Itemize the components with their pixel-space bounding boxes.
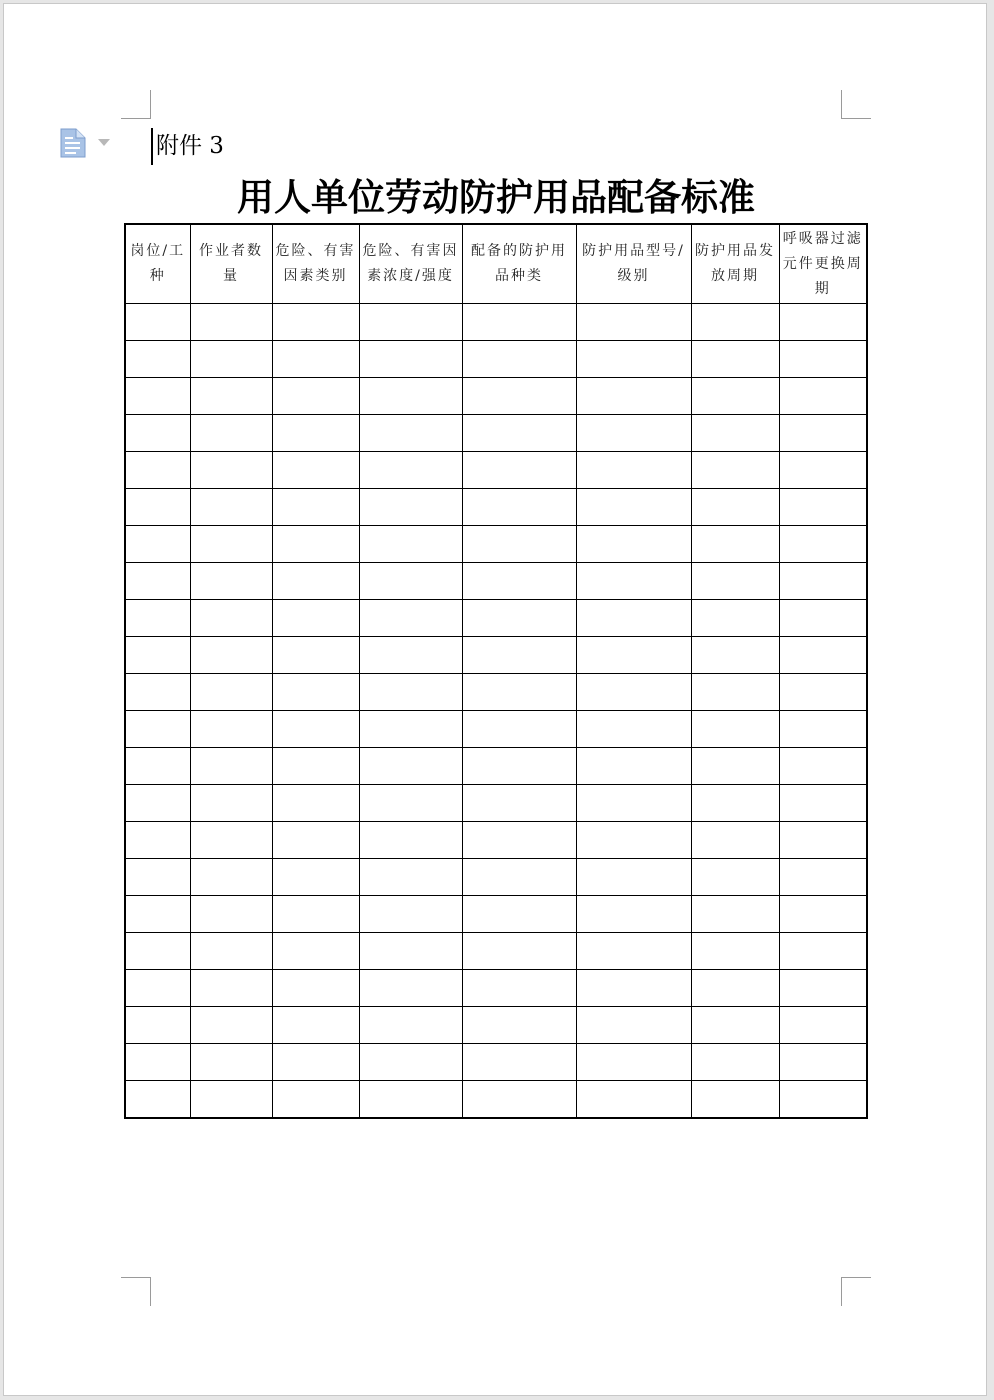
table-cell[interactable] xyxy=(125,933,190,970)
table-cell[interactable] xyxy=(359,859,462,896)
margin-mark-top-left xyxy=(121,90,151,119)
header-cell[interactable]: 危险、有害因素浓度/强度 xyxy=(359,224,462,304)
text-cursor xyxy=(151,128,153,165)
table-cell[interactable] xyxy=(691,637,779,674)
table-cell[interactable] xyxy=(691,1081,779,1119)
table-row xyxy=(125,304,867,341)
table-cell[interactable] xyxy=(359,896,462,933)
table-cell[interactable] xyxy=(359,341,462,378)
equipment-standard-table xyxy=(124,223,868,1119)
table-cell[interactable] xyxy=(462,1044,576,1081)
table-cell[interactable] xyxy=(272,970,359,1007)
table-cell[interactable] xyxy=(691,822,779,859)
table-cell[interactable] xyxy=(272,637,359,674)
table-cell[interactable] xyxy=(576,341,691,378)
table-cell[interactable] xyxy=(691,563,779,600)
table-cell[interactable] xyxy=(779,674,867,711)
table-cell[interactable] xyxy=(691,341,779,378)
table-cell[interactable] xyxy=(691,933,779,970)
header-cell[interactable]: 配备的防护用品种类 xyxy=(462,224,576,304)
table-cell[interactable] xyxy=(576,563,691,600)
table-cell[interactable] xyxy=(779,785,867,822)
table-cell[interactable] xyxy=(691,526,779,563)
table-cell[interactable] xyxy=(190,341,272,378)
table-row xyxy=(125,563,867,600)
table-cell[interactable] xyxy=(779,637,867,674)
table-cell[interactable] xyxy=(779,563,867,600)
table-cell[interactable] xyxy=(190,489,272,526)
table-cell[interactable] xyxy=(359,452,462,489)
table-cell[interactable] xyxy=(190,859,272,896)
table-cell[interactable] xyxy=(462,415,576,452)
document-title: 用人单位劳动防护用品配备标准 xyxy=(237,175,755,219)
table-cell[interactable] xyxy=(190,304,272,341)
table-cell[interactable] xyxy=(779,822,867,859)
table-row xyxy=(125,415,867,452)
table-cell[interactable] xyxy=(779,933,867,970)
table-cell[interactable] xyxy=(272,563,359,600)
table-cell[interactable] xyxy=(272,600,359,637)
table-cell[interactable] xyxy=(779,1081,867,1119)
table-cell[interactable] xyxy=(779,1007,867,1044)
table-cell[interactable] xyxy=(462,378,576,415)
table-row xyxy=(125,822,867,859)
table-cell[interactable] xyxy=(779,526,867,563)
table-cell[interactable] xyxy=(691,452,779,489)
table-cell[interactable] xyxy=(576,1081,691,1119)
table-cell[interactable] xyxy=(125,674,190,711)
table-cell[interactable] xyxy=(190,822,272,859)
table-cell[interactable] xyxy=(691,1044,779,1081)
table-cell[interactable] xyxy=(462,563,576,600)
table-cell[interactable] xyxy=(190,785,272,822)
table-cell[interactable] xyxy=(125,970,190,1007)
table-cell[interactable] xyxy=(359,563,462,600)
header-cell[interactable]: 防护用品发放周期 xyxy=(691,224,779,304)
table-cell[interactable] xyxy=(272,674,359,711)
table-cell[interactable] xyxy=(462,933,576,970)
table-cell[interactable] xyxy=(462,637,576,674)
table-cell[interactable] xyxy=(272,896,359,933)
table-cell[interactable] xyxy=(272,304,359,341)
table-cell[interactable] xyxy=(272,933,359,970)
table-cell[interactable] xyxy=(190,1007,272,1044)
table-cell[interactable] xyxy=(125,304,190,341)
table-cell[interactable] xyxy=(462,489,576,526)
table-cell[interactable] xyxy=(691,489,779,526)
table-cell[interactable] xyxy=(359,970,462,1007)
header-cell[interactable]: 呼吸器过滤元件更换周期 xyxy=(779,224,867,304)
table-cell[interactable] xyxy=(576,526,691,563)
table-cell[interactable] xyxy=(779,452,867,489)
table-cell[interactable] xyxy=(272,711,359,748)
table-cell[interactable] xyxy=(576,674,691,711)
table-cell[interactable] xyxy=(190,896,272,933)
table-cell[interactable] xyxy=(125,563,190,600)
table-cell[interactable] xyxy=(125,785,190,822)
table-row xyxy=(125,785,867,822)
table-cell[interactable] xyxy=(272,785,359,822)
table-cell[interactable] xyxy=(576,304,691,341)
table-cell[interactable] xyxy=(359,415,462,452)
header-cell[interactable]: 危险、有害因素类别 xyxy=(272,224,359,304)
table-row xyxy=(125,378,867,415)
table-cell[interactable] xyxy=(779,748,867,785)
table-cell[interactable] xyxy=(272,748,359,785)
table-cell[interactable] xyxy=(691,600,779,637)
table-cell[interactable] xyxy=(125,378,190,415)
table-cell[interactable] xyxy=(576,1007,691,1044)
header-cell[interactable]: 岗位/工种 xyxy=(125,224,190,304)
table-cell[interactable] xyxy=(462,341,576,378)
chevron-down-icon xyxy=(97,138,111,147)
table-cell[interactable] xyxy=(576,637,691,674)
table-row xyxy=(125,970,867,1007)
table-row xyxy=(125,1007,867,1044)
table-cell[interactable] xyxy=(359,489,462,526)
table-cell[interactable] xyxy=(779,859,867,896)
table-cell[interactable] xyxy=(190,600,272,637)
table-cell[interactable] xyxy=(462,674,576,711)
table-cell[interactable] xyxy=(359,933,462,970)
table-cell[interactable] xyxy=(359,785,462,822)
table-cell[interactable] xyxy=(359,748,462,785)
table-cell[interactable] xyxy=(359,600,462,637)
table-cell[interactable] xyxy=(462,526,576,563)
table-cell[interactable] xyxy=(190,1044,272,1081)
table-row xyxy=(125,896,867,933)
table-cell[interactable] xyxy=(779,341,867,378)
table-cell[interactable] xyxy=(462,1081,576,1119)
table-cell[interactable] xyxy=(691,970,779,1007)
table-cell[interactable] xyxy=(125,711,190,748)
table-cell[interactable] xyxy=(779,896,867,933)
table-cell[interactable] xyxy=(272,489,359,526)
table-cell[interactable] xyxy=(576,378,691,415)
table-cell[interactable] xyxy=(125,748,190,785)
table-cell[interactable] xyxy=(576,452,691,489)
table-cell[interactable] xyxy=(576,711,691,748)
table-cell[interactable] xyxy=(779,1044,867,1081)
table-cell[interactable] xyxy=(125,1007,190,1044)
margin-mark-bottom-right xyxy=(841,1277,871,1306)
table-cell[interactable] xyxy=(125,1081,190,1119)
table-cell[interactable] xyxy=(779,600,867,637)
table-cell[interactable] xyxy=(462,600,576,637)
document-icon xyxy=(59,128,87,158)
table-cell[interactable] xyxy=(576,822,691,859)
table-cell[interactable] xyxy=(576,933,691,970)
table-cell[interactable] xyxy=(359,1081,462,1119)
margin-mark-top-right xyxy=(841,90,871,119)
table-cell[interactable] xyxy=(190,415,272,452)
table-cell[interactable] xyxy=(691,415,779,452)
table-cell[interactable] xyxy=(691,378,779,415)
table-row xyxy=(125,933,867,970)
table-row xyxy=(125,489,867,526)
table-cell[interactable] xyxy=(125,600,190,637)
table-cell[interactable] xyxy=(272,415,359,452)
table-cell[interactable] xyxy=(125,859,190,896)
table-cell[interactable] xyxy=(779,415,867,452)
table-cell[interactable] xyxy=(272,1081,359,1119)
table-cell[interactable] xyxy=(462,785,576,822)
table-cell[interactable] xyxy=(576,415,691,452)
table-cell[interactable] xyxy=(272,526,359,563)
table-cell[interactable] xyxy=(359,711,462,748)
table-cell[interactable] xyxy=(359,1044,462,1081)
table-header-row xyxy=(125,224,867,304)
table-cell[interactable] xyxy=(190,378,272,415)
table-row xyxy=(125,526,867,563)
table-cell[interactable] xyxy=(691,674,779,711)
table-cell[interactable] xyxy=(359,378,462,415)
table-cell[interactable] xyxy=(190,711,272,748)
table-cell[interactable] xyxy=(691,896,779,933)
table-cell[interactable] xyxy=(462,711,576,748)
table-row xyxy=(125,674,867,711)
table-cell[interactable] xyxy=(190,933,272,970)
table-cell[interactable] xyxy=(125,822,190,859)
table-cell[interactable] xyxy=(272,1007,359,1044)
table-cell[interactable] xyxy=(272,341,359,378)
table-row xyxy=(125,600,867,637)
table-row xyxy=(125,341,867,378)
table-row xyxy=(125,452,867,489)
table-cell[interactable] xyxy=(125,896,190,933)
table-cell[interactable] xyxy=(190,452,272,489)
table-cell[interactable] xyxy=(125,452,190,489)
table-cell[interactable] xyxy=(272,859,359,896)
table-cell[interactable] xyxy=(190,526,272,563)
table-cell[interactable] xyxy=(272,1044,359,1081)
table-cell[interactable] xyxy=(125,1044,190,1081)
table-cell[interactable] xyxy=(779,378,867,415)
table-cell[interactable] xyxy=(190,748,272,785)
table-cell[interactable] xyxy=(272,452,359,489)
table-cell[interactable] xyxy=(359,822,462,859)
table-cell[interactable] xyxy=(359,1007,462,1044)
table-row xyxy=(125,1081,867,1119)
table-cell[interactable] xyxy=(779,711,867,748)
table-body xyxy=(125,304,867,1119)
table-cell[interactable] xyxy=(576,970,691,1007)
table-cell[interactable] xyxy=(576,489,691,526)
attachment-label: 附件 3 xyxy=(156,133,224,159)
table-cell[interactable] xyxy=(691,785,779,822)
table-row xyxy=(125,859,867,896)
table-cell[interactable] xyxy=(691,748,779,785)
table-cell[interactable] xyxy=(462,452,576,489)
table-cell[interactable] xyxy=(779,304,867,341)
table-cell[interactable] xyxy=(125,637,190,674)
table-cell[interactable] xyxy=(576,896,691,933)
table-cell[interactable] xyxy=(359,637,462,674)
table-cell[interactable] xyxy=(576,600,691,637)
table-cell[interactable] xyxy=(272,822,359,859)
table-cell[interactable] xyxy=(576,748,691,785)
header-cell[interactable]: 防护用品型号/级别 xyxy=(576,224,691,304)
table-cell[interactable] xyxy=(359,674,462,711)
margin-mark-bottom-left xyxy=(121,1277,151,1306)
table-row xyxy=(125,1044,867,1081)
table-cell[interactable] xyxy=(462,896,576,933)
table-cell[interactable] xyxy=(576,859,691,896)
table-cell[interactable] xyxy=(462,304,576,341)
table-cell[interactable] xyxy=(691,859,779,896)
table-cell[interactable] xyxy=(190,563,272,600)
table-cell[interactable] xyxy=(691,711,779,748)
table-cell[interactable] xyxy=(272,378,359,415)
table-cell[interactable] xyxy=(125,489,190,526)
table-cell[interactable] xyxy=(190,637,272,674)
table-cell[interactable] xyxy=(359,304,462,341)
table-cell[interactable] xyxy=(125,341,190,378)
table-cell[interactable] xyxy=(691,1007,779,1044)
table-cell[interactable] xyxy=(779,970,867,1007)
table-cell[interactable] xyxy=(190,674,272,711)
table-cell[interactable] xyxy=(462,748,576,785)
table-cell[interactable] xyxy=(359,526,462,563)
table-cell[interactable] xyxy=(462,970,576,1007)
table-cell[interactable] xyxy=(190,970,272,1007)
table-row xyxy=(125,637,867,674)
paragraph-options-button[interactable] xyxy=(59,128,115,158)
table-row xyxy=(125,711,867,748)
table-cell[interactable] xyxy=(462,859,576,896)
header-cell[interactable]: 作业者数量 xyxy=(190,224,272,304)
table-cell[interactable] xyxy=(462,822,576,859)
table-cell[interactable] xyxy=(462,1007,576,1044)
table-cell[interactable] xyxy=(691,304,779,341)
table-cell[interactable] xyxy=(125,415,190,452)
table-cell[interactable] xyxy=(576,1044,691,1081)
table-cell[interactable] xyxy=(190,1081,272,1119)
table-row xyxy=(125,748,867,785)
table-cell[interactable] xyxy=(576,785,691,822)
table-cell[interactable] xyxy=(779,489,867,526)
table-cell[interactable] xyxy=(125,526,190,563)
